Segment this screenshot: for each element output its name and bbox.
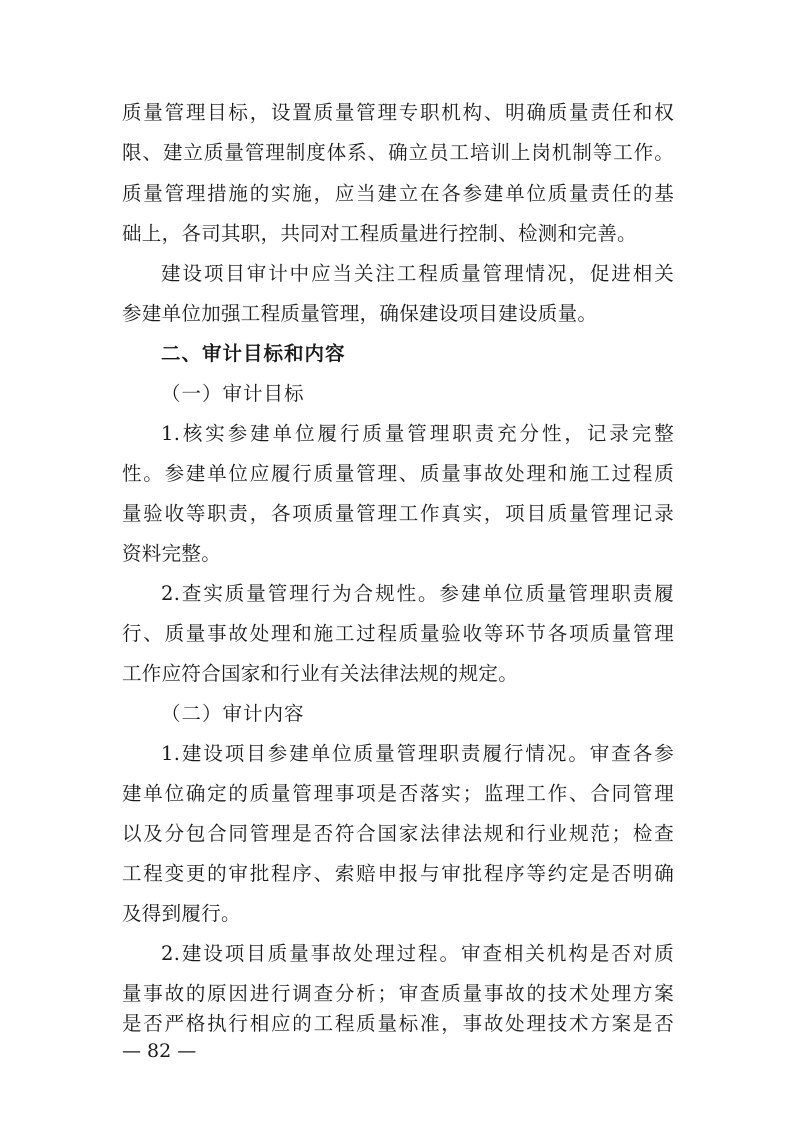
body-text-line: 2.查实质量管理行为合规性。参建单位质量管理职责履 xyxy=(161,582,674,605)
body-text-line: 础上，各司其职，共同对工程质量进行控制、检测和完善。 xyxy=(122,222,637,245)
body-text-line: 性。参建单位应履行质量管理、质量事故处理和施工过程质 xyxy=(122,462,674,485)
section-heading: 二、审计目标和内容 xyxy=(161,342,346,365)
body-text-line: 建单位确定的质量管理事项是否落实；监理工作、合同管理 xyxy=(122,782,674,805)
body-text-line: 建设项目审计中应当关注工程质量管理情况，促进相关 xyxy=(161,262,674,285)
body-text-line: 质量管理措施的实施，应当建立在各参建单位质量责任的基 xyxy=(122,182,674,205)
body-text-line: 工作应符合国家和行业有关法律法规的规定。 xyxy=(122,662,519,685)
subsection-heading: （二）审计内容 xyxy=(161,702,305,725)
body-text-line: 工程变更的审批程序、索赔申报与审批程序等约定是否明确 xyxy=(122,862,674,885)
body-text-line: 以及分包合同管理是否符合国家法律法规和行业规范；检查 xyxy=(122,822,674,845)
subsection-heading: （一）审计目标 xyxy=(161,382,305,405)
body-text-line: 质量管理目标，设置质量管理专职机构、明确质量责任和权 xyxy=(122,101,674,124)
body-text-line: 限、建立质量管理制度体系、确立员工培训上岗机制等工作。 xyxy=(122,141,674,164)
body-text-line: 参建单位加强工程质量管理，确保建设项目建设质量。 xyxy=(122,302,598,325)
body-text-line: 1.核实参建单位履行质量管理职责充分性，记录完整 xyxy=(161,422,674,445)
page-number: — 82 — xyxy=(122,1040,197,1062)
body-text-line: 资料完整。 xyxy=(122,542,222,565)
body-text-line: 量事故的原因进行调查分析；审查质量事故的技术处理方案 xyxy=(122,982,674,1005)
body-text-line: 及得到履行。 xyxy=(122,902,241,925)
body-text-line: 2.建设项目质量事故处理过程。审查相关机构是否对质 xyxy=(161,942,674,965)
body-text-line: 是否严格执行相应的工程质量标准，事故处理技术方案是否 xyxy=(122,1012,674,1035)
body-text-line: 行、质量事故处理和施工过程质量验收等环节各项质量管理 xyxy=(122,622,674,645)
body-text-line: 1.建设项目参建单位质量管理职责履行情况。审查各参 xyxy=(161,742,674,765)
body-text-line: 量验收等职责，各项质量管理工作真实，项目质量管理记录 xyxy=(122,502,674,525)
